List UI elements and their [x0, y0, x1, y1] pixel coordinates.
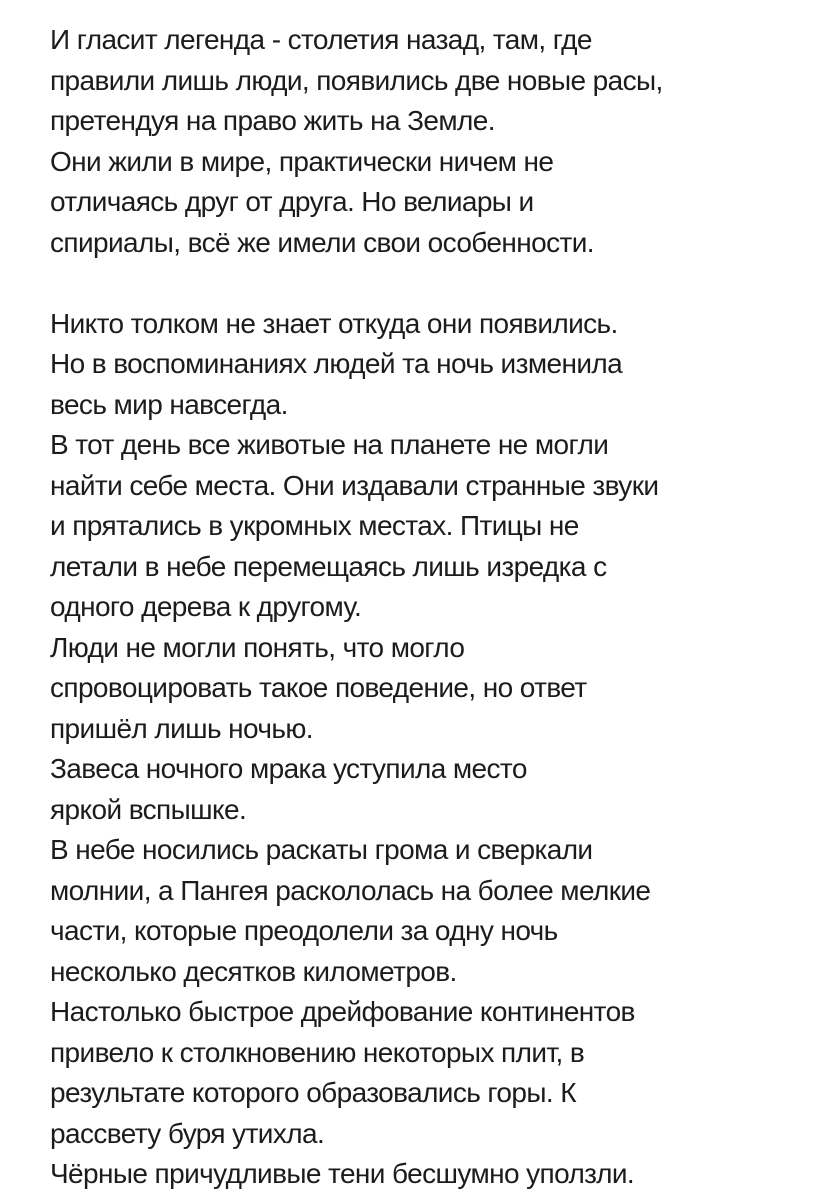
text-line: правили лишь люди, появились две новые расы,	[50, 64, 663, 96]
text-line: спириалы, всё же имели свои особенности.	[50, 226, 594, 258]
text-line: рассвету буря утихла.	[50, 1117, 325, 1149]
paragraph-1	[50, 20, 810, 263]
text-line: весь мир навсегда.	[50, 388, 288, 420]
text-line: привело к столкновению некоторых плит, в	[50, 1036, 585, 1068]
text-line: Завеса ночного мрака уступила место	[50, 753, 527, 784]
text-line: В тот день все животые на планете не могли	[50, 429, 609, 460]
text-line: яркой вспышке.	[50, 793, 247, 825]
text-line: В небе носились раскаты грома и сверкали	[50, 834, 593, 865]
text-line: результате которого образовались горы. К	[50, 1077, 576, 1108]
text-line: и прятались в укромных местах. Птицы не	[50, 510, 579, 541]
paragraph-2	[50, 304, 810, 1195]
text-line: Чёрные причудливые тени бесшумно уползли.	[50, 1158, 635, 1189]
text-line: Никто толком не знает откуда они появились.	[50, 307, 618, 339]
text-line: спровоцировать такое поведение, но ответ	[50, 672, 587, 703]
text-line: пришёл лишь ночью.	[50, 712, 313, 744]
document-text	[50, 20, 810, 1195]
text-line: Но в воспоминаниях людей та ночь изменила	[50, 348, 623, 379]
text-line: Люди не могли понять, что могло	[50, 631, 465, 663]
text-line: летали в небе перемещаясь лишь изредка с	[50, 550, 607, 582]
text-line: отличаясь друг от друга. Но велиары и	[50, 186, 534, 217]
text-line: одного дерева к другому.	[50, 591, 362, 622]
text-line: найти себе места. Они издавали странные звуки	[50, 469, 659, 501]
text-line: претендуя на право жить на Земле.	[50, 105, 495, 136]
paragraph-spacer	[50, 263, 810, 304]
text-line: И гласит легенда - столетия назад, там, где	[50, 24, 592, 55]
text-line: Настолько быстрое дрейфование континентов	[50, 996, 635, 1027]
text-line: Они жили в мире, практически ничем не	[50, 145, 554, 177]
text-line: части, которые преодолели за одну ночь	[50, 915, 558, 946]
text-line: несколько десятков километров.	[50, 955, 457, 987]
text-line: молнии, а Пангея раскололась на более мелкие	[50, 874, 651, 906]
